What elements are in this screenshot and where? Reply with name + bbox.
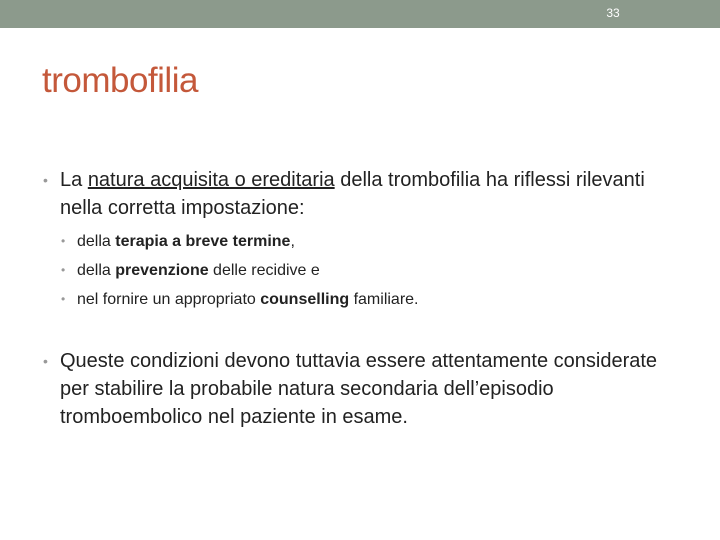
bullet-point-2: [43, 347, 683, 431]
bullet-dot-icon: •: [61, 263, 66, 277]
sub-bullet-3-pre: nel fornire un appropriato: [77, 291, 261, 308]
top-bar: [0, 0, 720, 28]
slide-number: 33: [606, 6, 620, 20]
sub-bullet-1-pre: della: [77, 233, 116, 250]
sub-bullet-3-post: familiare.: [349, 291, 419, 308]
sub-bullet-1: [61, 227, 683, 256]
bullet-point-1: [43, 166, 683, 222]
bullet-dot-icon: •: [61, 234, 66, 248]
sub-bullet-3-bold: counselling: [260, 291, 350, 308]
bullet-dot-icon: •: [61, 292, 66, 306]
sub-bullet-1-bold: terapia a breve termine: [115, 233, 291, 250]
bullet-1-text-post: della trombofilia ha riflessi rilevanti nella corretta impostazione:: [60, 169, 645, 219]
sub-bullet-1-post: ,: [290, 233, 295, 250]
bullet-1-text-pre: La: [60, 169, 88, 191]
sub-bullet-2-bold: prevenzione: [115, 262, 209, 279]
slide-title: trombofilia: [42, 61, 198, 100]
bullet-1-text-underlined: natura acquisita o ereditaria: [87, 169, 335, 191]
sub-bullet-2-pre: della: [77, 262, 116, 279]
spacer: [43, 314, 683, 347]
slide-body: [43, 166, 683, 431]
sub-bullet-3: [61, 285, 683, 314]
bullet-dot-icon: •: [43, 353, 48, 369]
sub-bullet-2: [61, 256, 683, 285]
bullet-dot-icon: •: [43, 172, 48, 188]
bullet-2-text: Queste condizioni devono tuttavia essere attentamente considerate per stabilire la probabile natura secondaria dell’episodio tromboembolico nel paziente in esame.: [60, 350, 658, 428]
sub-bullet-list: [61, 227, 683, 314]
sub-bullet-2-post: delle recidive e: [208, 262, 320, 279]
